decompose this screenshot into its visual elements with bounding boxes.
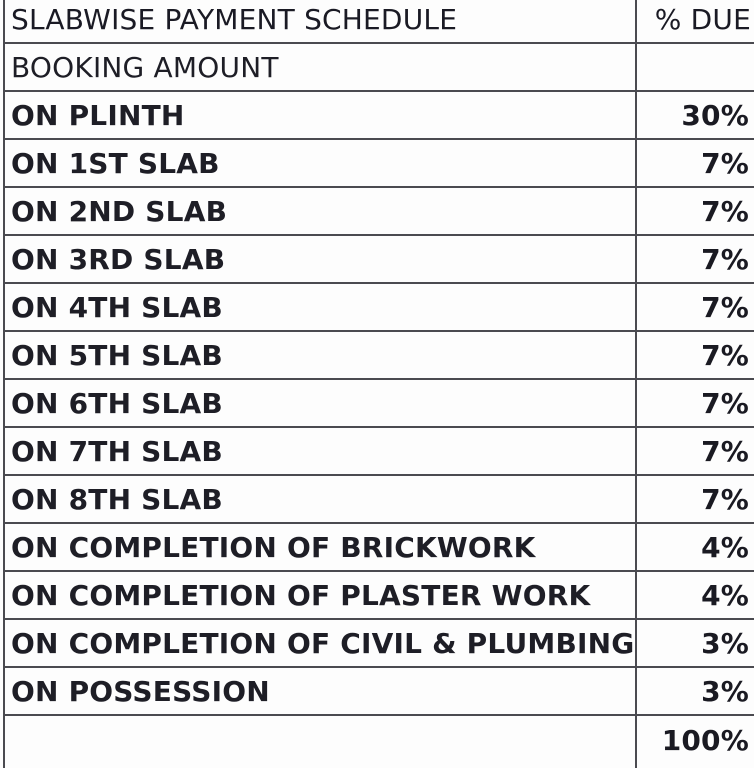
stage-label: ON COMPLETION OF BRICKWORK — [4, 523, 636, 571]
percent-due: 7% — [636, 379, 754, 427]
table-row — [4, 331, 754, 379]
percent-due: 4% — [636, 571, 754, 619]
table-row — [4, 571, 754, 619]
total-label — [4, 715, 636, 768]
table-row — [4, 283, 754, 331]
table-header-row — [4, 0, 754, 43]
stage-label: ON 7TH SLAB — [4, 427, 636, 475]
table-row — [4, 43, 754, 91]
percent-due: 30% — [636, 91, 754, 139]
stage-label: ON COMPLETION OF PLASTER WORK — [4, 571, 636, 619]
stage-label: ON 8TH SLAB — [4, 475, 636, 523]
total-row — [4, 715, 754, 768]
stage-label: BOOKING AMOUNT — [4, 43, 636, 91]
percent-due: 4% — [636, 523, 754, 571]
column-header-description: SLABWISE PAYMENT SCHEDULE — [4, 0, 636, 43]
stage-label: ON COMPLETION OF CIVIL & PLUMBING — [4, 619, 636, 667]
percent-due: 7% — [636, 331, 754, 379]
table-row — [4, 235, 754, 283]
stage-label: ON 4TH SLAB — [4, 283, 636, 331]
percent-due: 3% — [636, 619, 754, 667]
percent-due — [636, 43, 754, 91]
table-row — [4, 427, 754, 475]
stage-label: ON POSSESSION — [4, 667, 636, 715]
percent-due: 7% — [636, 235, 754, 283]
percent-due: 7% — [636, 187, 754, 235]
percent-due: 7% — [636, 427, 754, 475]
table-row — [4, 475, 754, 523]
table-row — [4, 91, 754, 139]
table-row — [4, 187, 754, 235]
stage-label: ON 6TH SLAB — [4, 379, 636, 427]
percent-due: 7% — [636, 283, 754, 331]
table-row — [4, 379, 754, 427]
table-row — [4, 667, 754, 715]
total-percent: 100% — [636, 715, 754, 768]
payment-schedule-table — [3, 0, 754, 768]
table-row — [4, 139, 754, 187]
stage-label: ON PLINTH — [4, 91, 636, 139]
stage-label: ON 5TH SLAB — [4, 331, 636, 379]
percent-due: 7% — [636, 139, 754, 187]
stage-label: ON 3RD SLAB — [4, 235, 636, 283]
stage-label: ON 2ND SLAB — [4, 187, 636, 235]
percent-due: 7% — [636, 475, 754, 523]
column-header-percent-due: % DUE — [636, 0, 754, 43]
stage-label: ON 1ST SLAB — [4, 139, 636, 187]
table-row — [4, 523, 754, 571]
percent-due: 3% — [636, 667, 754, 715]
table-row — [4, 619, 754, 667]
